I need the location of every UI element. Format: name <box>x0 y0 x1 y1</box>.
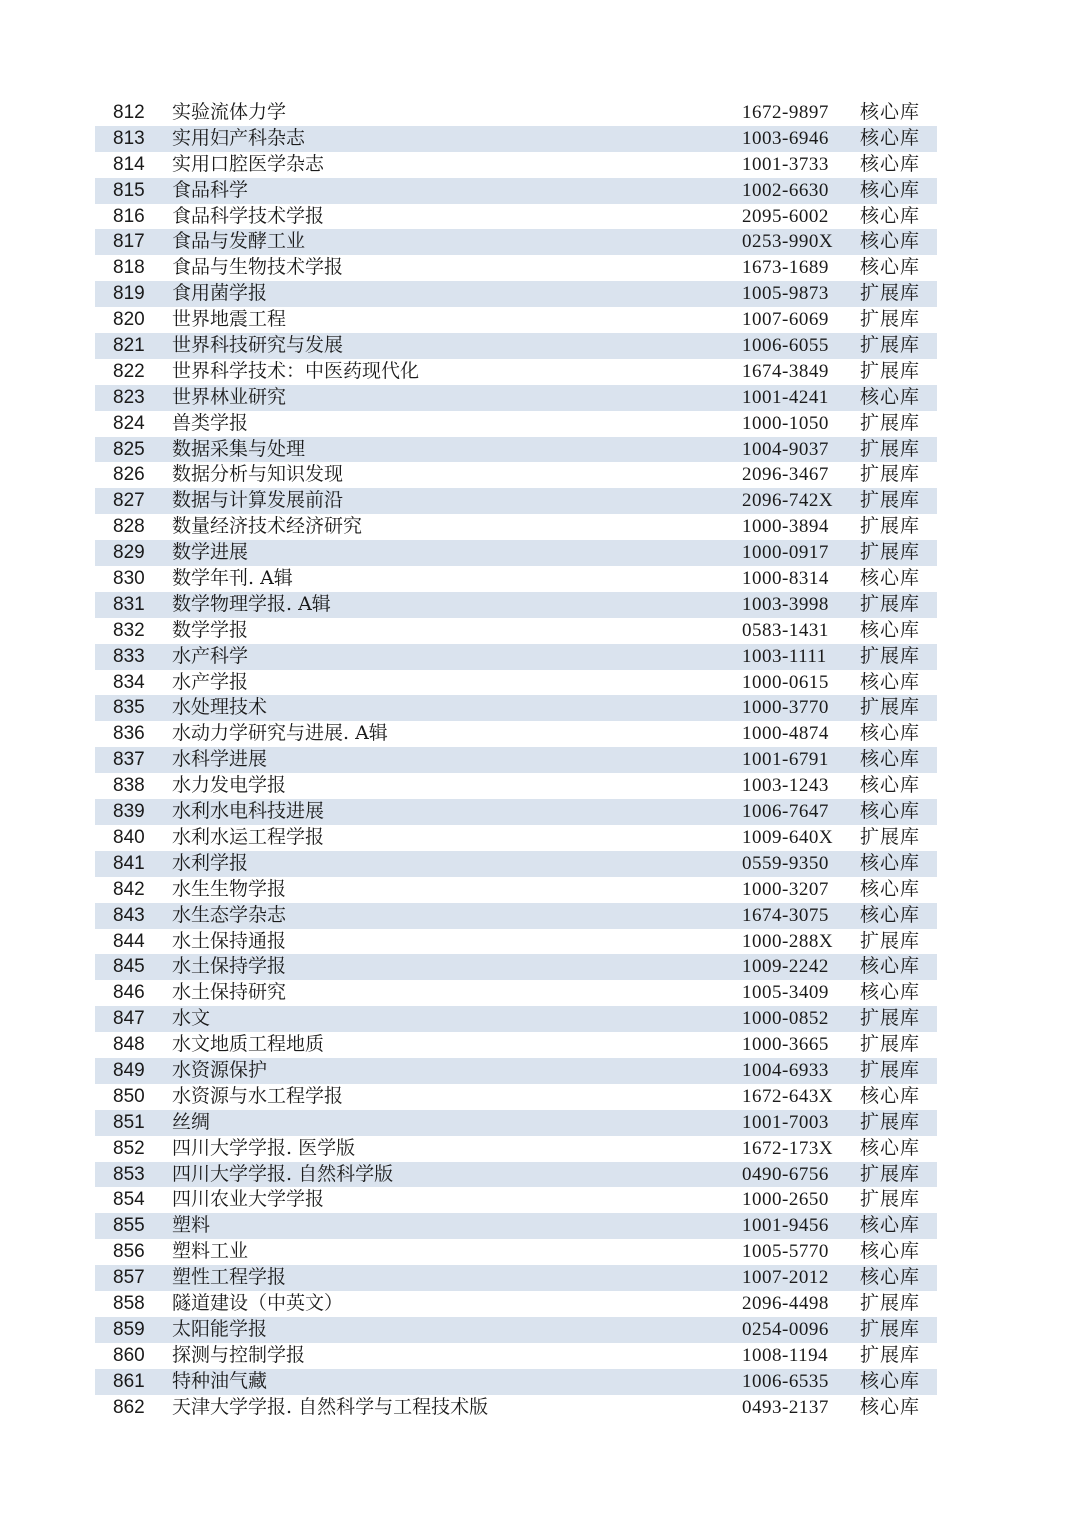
table-row <box>95 929 937 955</box>
row-number: 854 <box>113 1189 145 1211</box>
table-row <box>95 1058 937 1084</box>
issn-code: 1007-6069 <box>742 309 829 331</box>
issn-code: 0253-990X <box>742 231 834 253</box>
journal-name: 食品与生物技术学报 <box>172 256 344 279</box>
row-number: 846 <box>113 982 145 1004</box>
table-row <box>95 1291 937 1317</box>
row-number: 834 <box>113 671 145 693</box>
issn-code: 1003-3998 <box>742 593 829 615</box>
row-number: 833 <box>113 645 145 667</box>
journal-name: 太阳能学报 <box>172 1317 268 1340</box>
database-category: 核心库 <box>860 851 921 874</box>
journal-name: 世界科学技术：中医药现代化 <box>172 359 420 382</box>
table-row <box>95 281 937 307</box>
issn-code: 1000-3207 <box>742 878 829 900</box>
row-number: 835 <box>113 697 145 719</box>
database-category: 扩展库 <box>860 1110 921 1133</box>
row-number: 812 <box>113 102 145 123</box>
row-number: 853 <box>113 1163 145 1185</box>
issn-code: 1000-0852 <box>742 1008 829 1030</box>
table-row <box>95 799 937 825</box>
table-row <box>95 333 937 359</box>
database-category: 核心库 <box>860 955 921 978</box>
table-row <box>95 877 937 903</box>
database-category: 核心库 <box>860 1266 921 1289</box>
row-number: 817 <box>113 231 145 253</box>
row-number: 856 <box>113 1241 145 1263</box>
table-row <box>95 644 937 670</box>
table-row <box>95 178 937 204</box>
journal-name: 水利水电科技进展 <box>172 800 325 823</box>
database-category: 扩展库 <box>860 359 921 382</box>
journal-name: 水资源保护 <box>172 1058 268 1081</box>
journal-name: 四川农业大学学报 <box>172 1188 325 1211</box>
journal-name: 水土保持研究 <box>172 981 287 1004</box>
issn-code: 1006-6055 <box>742 335 829 357</box>
journal-name: 食品科学技术学报 <box>172 204 325 227</box>
row-number: 842 <box>113 878 145 900</box>
row-number: 829 <box>113 542 145 564</box>
table-row <box>95 903 937 929</box>
database-category: 核心库 <box>860 567 921 590</box>
database-category: 核心库 <box>860 230 921 253</box>
issn-code: 1005-3409 <box>742 982 829 1004</box>
table-row <box>95 566 937 592</box>
journal-name: 塑料 <box>172 1214 211 1237</box>
row-number: 838 <box>113 775 145 797</box>
journal-name: 水利学报 <box>172 851 249 874</box>
issn-code: 1003-1243 <box>742 775 829 797</box>
row-number: 813 <box>113 127 145 149</box>
row-number: 843 <box>113 904 145 926</box>
issn-code: 0559-9350 <box>742 852 829 874</box>
issn-code: 1674-3849 <box>742 360 829 382</box>
table-row <box>95 540 937 566</box>
journal-name: 探测与控制学报 <box>172 1343 306 1366</box>
table-row <box>95 825 937 851</box>
row-number: 823 <box>113 386 145 408</box>
database-category: 核心库 <box>860 1084 921 1107</box>
row-number: 844 <box>113 930 145 952</box>
issn-code: 1009-2242 <box>742 956 829 978</box>
database-category: 扩展库 <box>860 541 921 564</box>
database-category: 扩展库 <box>860 929 921 952</box>
table-row <box>95 488 937 514</box>
issn-code: 1672-9897 <box>742 102 829 123</box>
table-row <box>95 773 937 799</box>
journal-name: 食品与发酵工业 <box>172 230 306 253</box>
journal-name: 数学物理学报. A辑 <box>172 592 331 615</box>
journal-name: 数学年刊. A辑 <box>172 567 293 590</box>
database-category: 扩展库 <box>860 282 921 305</box>
journal-name: 水生生物学报 <box>172 877 287 900</box>
issn-code: 2095-6002 <box>742 205 829 227</box>
database-category: 核心库 <box>860 800 921 823</box>
database-category: 核心库 <box>860 722 921 745</box>
row-number: 839 <box>113 801 145 823</box>
table-row <box>95 1239 937 1265</box>
issn-code: 1000-2650 <box>742 1189 829 1211</box>
database-category: 核心库 <box>860 101 921 123</box>
database-category: 扩展库 <box>860 825 921 848</box>
journal-name: 水文 <box>172 1007 211 1030</box>
row-number: 824 <box>113 412 145 434</box>
row-number: 859 <box>113 1318 145 1340</box>
journal-name: 水土保持学报 <box>172 955 287 978</box>
journal-name: 水科学进展 <box>172 748 268 771</box>
journal-name: 数据分析与知识发现 <box>172 463 344 486</box>
table-row <box>95 437 937 463</box>
issn-code: 1000-4874 <box>742 723 829 745</box>
table-row <box>95 980 937 1006</box>
issn-code: 1005-5770 <box>742 1241 829 1263</box>
journal-name: 水土保持通报 <box>172 929 287 952</box>
database-category: 核心库 <box>860 152 921 175</box>
issn-code: 0254-0096 <box>742 1318 829 1340</box>
row-number: 858 <box>113 1292 145 1314</box>
row-number: 849 <box>113 1059 145 1081</box>
table-row <box>95 1395 937 1421</box>
journal-name: 世界科技研究与发展 <box>172 334 344 357</box>
database-category: 核心库 <box>860 204 921 227</box>
journal-name: 四川大学学报. 医学版 <box>172 1136 356 1159</box>
issn-code: 2096-742X <box>742 490 834 512</box>
journal-name: 世界地震工程 <box>172 308 287 331</box>
issn-code: 1001-9456 <box>742 1215 829 1237</box>
table-row <box>95 100 937 126</box>
issn-code: 1672-643X <box>742 1085 834 1107</box>
journal-name: 塑料工业 <box>172 1240 249 1263</box>
table-row <box>95 1110 937 1136</box>
journal-name: 世界林业研究 <box>172 385 287 408</box>
row-number: 831 <box>113 593 145 615</box>
table-row <box>95 954 937 980</box>
issn-code: 1672-173X <box>742 1137 834 1159</box>
row-number: 816 <box>113 205 145 227</box>
row-number: 847 <box>113 1008 145 1030</box>
database-category: 扩展库 <box>860 489 921 512</box>
table-row <box>95 385 937 411</box>
database-category: 扩展库 <box>860 592 921 615</box>
row-number: 836 <box>113 723 145 745</box>
issn-code: 1000-1050 <box>742 412 829 434</box>
issn-code: 1001-4241 <box>742 386 829 408</box>
row-number: 821 <box>113 335 145 357</box>
database-category: 核心库 <box>860 618 921 641</box>
table-row <box>95 1265 937 1291</box>
journal-name: 隧道建设（中英文） <box>172 1291 344 1314</box>
row-number: 850 <box>113 1085 145 1107</box>
journal-name: 水处理技术 <box>172 696 268 719</box>
table-row <box>95 1213 937 1239</box>
row-number: 851 <box>113 1111 145 1133</box>
table-row <box>95 1084 937 1110</box>
issn-code: 1000-288X <box>742 930 834 952</box>
journal-name: 实验流体力学 <box>172 101 287 123</box>
row-number: 814 <box>113 153 145 175</box>
row-number: 862 <box>113 1396 145 1418</box>
journal-name: 天津大学学报. 自然科学与工程技术版 <box>172 1395 489 1418</box>
table-row <box>95 1032 937 1058</box>
journal-name: 数量经济技术经济研究 <box>172 515 363 538</box>
database-category: 扩展库 <box>860 1317 921 1340</box>
journal-name: 实用口腔医学杂志 <box>172 152 325 175</box>
database-category: 扩展库 <box>860 1343 921 1366</box>
journal-name: 水资源与水工程学报 <box>172 1084 344 1107</box>
table-row <box>95 152 937 178</box>
table-row <box>95 1187 937 1213</box>
database-category: 核心库 <box>860 126 921 149</box>
issn-code: 1000-0917 <box>742 542 829 564</box>
row-number: 825 <box>113 438 145 460</box>
database-category: 扩展库 <box>860 437 921 460</box>
table-row <box>95 695 937 721</box>
database-category: 扩展库 <box>860 1291 921 1314</box>
database-category: 核心库 <box>860 774 921 797</box>
database-category: 核心库 <box>860 1136 921 1159</box>
row-number: 845 <box>113 956 145 978</box>
journal-name: 塑性工程学报 <box>172 1266 287 1289</box>
issn-code: 0583-1431 <box>742 619 829 641</box>
issn-code: 1000-8314 <box>742 568 829 590</box>
issn-code: 2096-4498 <box>742 1292 829 1314</box>
row-number: 852 <box>113 1137 145 1159</box>
journal-name: 特种油气藏 <box>172 1369 268 1392</box>
table-row <box>95 851 937 877</box>
journal-name: 食用菌学报 <box>172 282 268 305</box>
journal-name: 兽类学报 <box>172 411 249 434</box>
row-number: 837 <box>113 749 145 771</box>
issn-code: 1009-640X <box>742 826 834 848</box>
database-category: 核心库 <box>860 1240 921 1263</box>
journal-name: 丝绸 <box>172 1110 211 1133</box>
table-row <box>95 670 937 696</box>
issn-code: 1001-6791 <box>742 749 829 771</box>
issn-code: 1000-0615 <box>742 671 829 693</box>
issn-code: 1000-3665 <box>742 1034 829 1056</box>
database-category: 扩展库 <box>860 696 921 719</box>
database-category: 核心库 <box>860 903 921 926</box>
journal-name: 水生态学杂志 <box>172 903 287 926</box>
journal-name: 数学学报 <box>172 618 249 641</box>
database-category: 核心库 <box>860 256 921 279</box>
issn-code: 1003-6946 <box>742 127 829 149</box>
row-number: 855 <box>113 1215 145 1237</box>
issn-code: 0490-6756 <box>742 1163 829 1185</box>
row-number: 822 <box>113 360 145 382</box>
database-category: 扩展库 <box>860 334 921 357</box>
database-category: 核心库 <box>860 385 921 408</box>
table-row <box>95 359 937 385</box>
database-category: 扩展库 <box>860 411 921 434</box>
journal-name: 数据与计算发展前沿 <box>172 489 344 512</box>
row-number: 830 <box>113 568 145 590</box>
journal-name: 水文地质工程地质 <box>172 1033 325 1056</box>
issn-code: 1000-3894 <box>742 516 829 538</box>
row-number: 857 <box>113 1267 145 1289</box>
database-category: 扩展库 <box>860 463 921 486</box>
row-number: 819 <box>113 283 145 305</box>
issn-code: 1004-9037 <box>742 438 829 460</box>
row-number: 826 <box>113 464 145 486</box>
database-category: 核心库 <box>860 1395 921 1418</box>
table-row <box>95 1317 937 1343</box>
row-number: 841 <box>113 852 145 874</box>
table-row <box>95 1136 937 1162</box>
issn-code: 2096-3467 <box>742 464 829 486</box>
table-row <box>95 592 937 618</box>
database-category: 扩展库 <box>860 1188 921 1211</box>
table-row <box>95 307 937 333</box>
journal-name: 数据采集与处理 <box>172 437 306 460</box>
row-number: 861 <box>113 1370 145 1392</box>
issn-code: 1000-3770 <box>742 697 829 719</box>
table-row <box>95 1369 937 1395</box>
database-category: 扩展库 <box>860 1162 921 1185</box>
database-category: 扩展库 <box>860 308 921 331</box>
table-row <box>95 204 937 230</box>
issn-code: 1674-3075 <box>742 904 829 926</box>
journal-name: 水产科学 <box>172 644 249 667</box>
row-number: 840 <box>113 826 145 848</box>
journal-name: 食品科学 <box>172 178 249 201</box>
table-row <box>95 1343 937 1369</box>
table-row <box>95 1006 937 1032</box>
table-row <box>95 411 937 437</box>
table-row <box>95 618 937 644</box>
table-row <box>95 255 937 281</box>
database-category: 扩展库 <box>860 1007 921 1030</box>
issn-code: 1001-7003 <box>742 1111 829 1133</box>
database-category: 核心库 <box>860 178 921 201</box>
issn-code: 1008-1194 <box>742 1344 829 1366</box>
database-category: 核心库 <box>860 981 921 1004</box>
journal-name: 四川大学学报. 自然科学版 <box>172 1162 394 1185</box>
row-number: 815 <box>113 179 145 201</box>
database-category: 核心库 <box>860 1214 921 1237</box>
row-number: 820 <box>113 309 145 331</box>
journal-name: 水动力学研究与进展. A辑 <box>172 722 388 745</box>
database-category: 扩展库 <box>860 1033 921 1056</box>
table-row <box>95 462 937 488</box>
database-category: 扩展库 <box>860 515 921 538</box>
table-row <box>95 1162 937 1188</box>
issn-code: 1007-2012 <box>742 1267 829 1289</box>
issn-code: 1005-9873 <box>742 283 829 305</box>
issn-code: 1006-7647 <box>742 801 829 823</box>
issn-code: 1002-6630 <box>742 179 829 201</box>
issn-code: 1006-6535 <box>742 1370 829 1392</box>
database-category: 扩展库 <box>860 644 921 667</box>
database-category: 核心库 <box>860 670 921 693</box>
issn-code: 1003-1111 <box>742 645 827 667</box>
issn-code: 1004-6933 <box>742 1059 829 1081</box>
row-number: 832 <box>113 619 145 641</box>
table-row <box>95 514 937 540</box>
journal-table <box>95 100 937 1420</box>
database-category: 核心库 <box>860 877 921 900</box>
issn-code: 0493-2137 <box>742 1396 829 1418</box>
issn-code: 1001-3733 <box>742 153 829 175</box>
journal-name: 水力发电学报 <box>172 774 287 797</box>
row-number: 828 <box>113 516 145 538</box>
row-number: 818 <box>113 257 145 279</box>
table-row <box>95 229 937 255</box>
row-number: 827 <box>113 490 145 512</box>
database-category: 核心库 <box>860 748 921 771</box>
table-row <box>95 721 937 747</box>
table-row <box>95 747 937 773</box>
journal-name: 水利水运工程学报 <box>172 825 325 848</box>
journal-name: 实用妇产科杂志 <box>172 126 306 149</box>
table-row <box>95 126 937 152</box>
row-number: 848 <box>113 1034 145 1056</box>
row-number: 860 <box>113 1344 145 1366</box>
database-category: 核心库 <box>860 1369 921 1392</box>
journal-name: 水产学报 <box>172 670 249 693</box>
database-category: 扩展库 <box>860 1058 921 1081</box>
journal-name: 数学进展 <box>172 541 249 564</box>
issn-code: 1673-1689 <box>742 257 829 279</box>
